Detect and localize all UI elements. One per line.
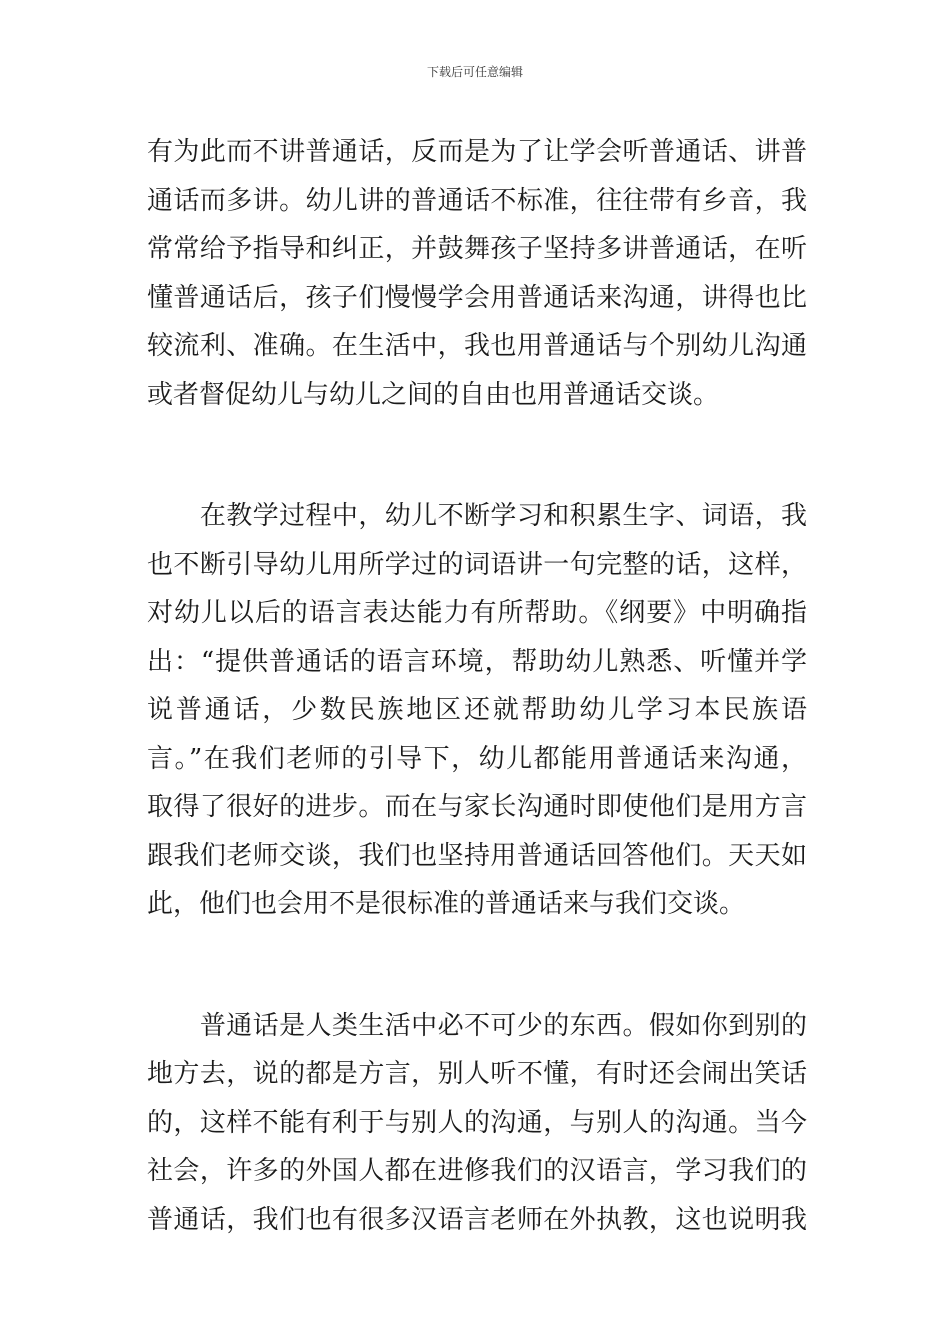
text-line: 普通话是人类生活中必不可少的东西。假如你到别的: [147, 1010, 807, 1041]
paragraph: [147, 128, 807, 419]
text-line: 的，这样不能有利于与别人的沟通，与别人的沟通。当今: [147, 1107, 807, 1138]
text-line: 此，他们也会用不是很标准的普通话来与我们交谈。: [147, 889, 746, 919]
text-line: 或者督促幼儿与幼儿之间的自由也用普通话交谈。: [147, 379, 720, 410]
text-line: 也不断引导幼儿用所学过的词语讲一句完整的话，这样，: [147, 549, 807, 580]
text-line: 在教学过程中，幼儿不断学习和积累生字、词语，我: [147, 501, 807, 531]
text-line: 说普通话，少数民族地区还就帮助幼儿学习本民族语: [147, 695, 807, 725]
text-line: 跟我们老师交谈，我们也坚持用普通话回答他们。天天如: [147, 840, 807, 871]
page-header: 下载后可任意编辑: [426, 65, 523, 79]
text-line: 社会，许多的外国人都在进修我们的汉语言，学习我们的: [147, 1156, 807, 1186]
text-line: 懂普通话后，孩子们慢慢学会用普通话来沟通，讲得也比: [147, 282, 807, 313]
text-line: 有为此而不讲普通话，反而是为了让学会听普通话、讲普: [147, 137, 807, 167]
text-line: 地方去，说的都是方言，别人听不懂，有时还会闹出笑话: [147, 1059, 807, 1089]
text-line: 常常给予指导和纠正，并鼓舞孩子坚持多讲普通话，在听: [147, 234, 807, 264]
text-line: 通话而多讲。幼儿讲的普通话不标准，往往带有乡音，我: [147, 185, 807, 216]
text-line: 普通话，我们也有很多汉语言老师在外执教，这也说明我: [147, 1204, 807, 1235]
paragraph: [147, 492, 807, 929]
paragraph-spacer: [147, 419, 807, 492]
document-body: [147, 128, 807, 1244]
text-line: 较流利、准确。在生活中，我也用普通话与个别幼儿沟通: [147, 331, 807, 361]
paragraph-spacer: [147, 929, 807, 1002]
text-line: 言。”在我们老师的引导下，幼儿都能用普通话来沟通，: [147, 743, 807, 774]
paragraph: [147, 1002, 807, 1245]
text-line: 对幼儿以后的语言表达能力有所帮助。《纲要》中明确指: [147, 598, 807, 628]
text-line: 取得了很好的进步。而在与家长沟通时即使他们是用方言: [147, 792, 807, 822]
text-line: 出：“提供普通话的语言环境，帮助幼儿熟悉、听懂并学: [147, 646, 807, 677]
